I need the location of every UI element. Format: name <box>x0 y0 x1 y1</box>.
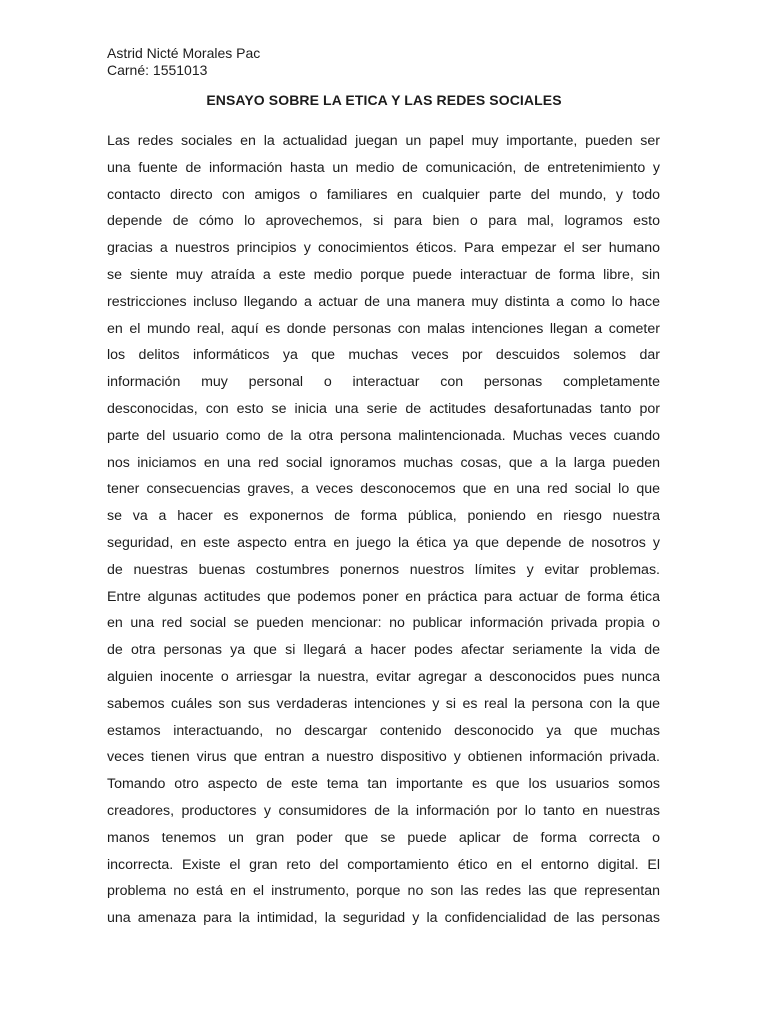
essay-body <box>107 128 660 932</box>
body-line: incorrecta. Existe el gran reto del comportamiento ético en el entorno digital. El <box>107 856 660 873</box>
body-line: una amenaza para la intimidad, la seguridad y la confidencialidad de las personas <box>107 910 660 927</box>
author-header <box>107 45 260 79</box>
body-line: información muy personal o interactuar con personas completamente <box>107 374 660 391</box>
student-id: Carné: 1551013 <box>107 62 208 78</box>
body-line: manos tenemos un gran poder que se puede aplicar de forma correcta o <box>107 829 660 846</box>
body-line: contacto directo con amigos o familiares en cualquier parte del mundo, y todo <box>107 186 660 203</box>
body-line: alguien inocente o arriesgar la nuestra, evitar agregar a desconocidos pues nunca <box>107 668 660 685</box>
body-line: problema no está en el instrumento, porque no son las redes las que representan <box>107 883 660 900</box>
body-line: se va a hacer es exponernos de forma pública, poniendo en riesgo nuestra <box>107 508 660 525</box>
body-line: seguridad, en este aspecto entra en juego la ética ya que depende de nosotros y <box>107 534 660 551</box>
body-line: los delitos informáticos ya que muchas veces por descuidos solemos dar <box>107 347 660 364</box>
author-name: Astrid Nicté Morales Pac <box>107 45 261 61</box>
body-line: de nuestras buenas costumbres ponernos nuestros límites y evitar problemas. <box>107 561 660 578</box>
body-line: sabemos cuáles son sus verdaderas intenciones y si es real la persona con la que <box>107 695 660 712</box>
body-line: veces tienen virus que entran a nuestro dispositivo y obtienen información privada. <box>107 749 660 766</box>
body-line: Entre algunas actitudes que podemos poner en práctica para actuar de forma ética <box>107 588 660 605</box>
body-line: estamos interactuando, no descargar contenido desconocido ya que muchas <box>107 722 660 739</box>
body-line: de otra personas ya que si llegará a hacer podes afectar seriamente la vida de <box>107 642 660 659</box>
body-line: se siente muy atraída a este medio porque puede interactuar de forma libre, sin <box>107 266 660 283</box>
essay-title: ENSAYO SOBRE LA ETICA Y LAS REDES SOCIALES <box>206 92 562 108</box>
body-line: desconocidas, con esto se inicia una serie de actitudes desafortunadas tanto por <box>107 400 660 417</box>
body-line: en una red social se pueden mencionar: no publicar información privada propia o <box>107 615 660 632</box>
body-line: tener consecuencias graves, a veces desconocemos que en una red social lo que <box>107 481 660 498</box>
body-line: gracias a nuestros principios y conocimientos éticos. Para empezar el ser humano <box>107 240 660 257</box>
body-line: depende de cómo lo aprovechemos, si para bien o para mal, logramos esto <box>107 213 660 230</box>
body-line: parte del usuario como de la otra persona malintencionada. Muchas veces cuando <box>107 427 660 444</box>
body-line: en el mundo real, aquí es donde personas con malas intenciones llegan a cometer <box>107 320 660 337</box>
body-line: creadores, productores y consumidores de la información por lo tanto en nuestras <box>107 802 660 819</box>
body-line: restricciones incluso llegando a actuar de una manera muy distinta a como lo hace <box>107 293 660 310</box>
body-line: Las redes sociales en la actualidad juegan un papel muy importante, pueden ser <box>107 133 660 149</box>
body-line: Tomando otro aspecto de este tema tan importante es que los usuarios somos <box>107 776 660 793</box>
body-line: una fuente de información hasta un medio de comunicación, de entretenimiento y <box>107 159 660 176</box>
body-line: nos iniciamos en una red social ignoramos muchas cosas, que a la larga pueden <box>107 454 660 471</box>
